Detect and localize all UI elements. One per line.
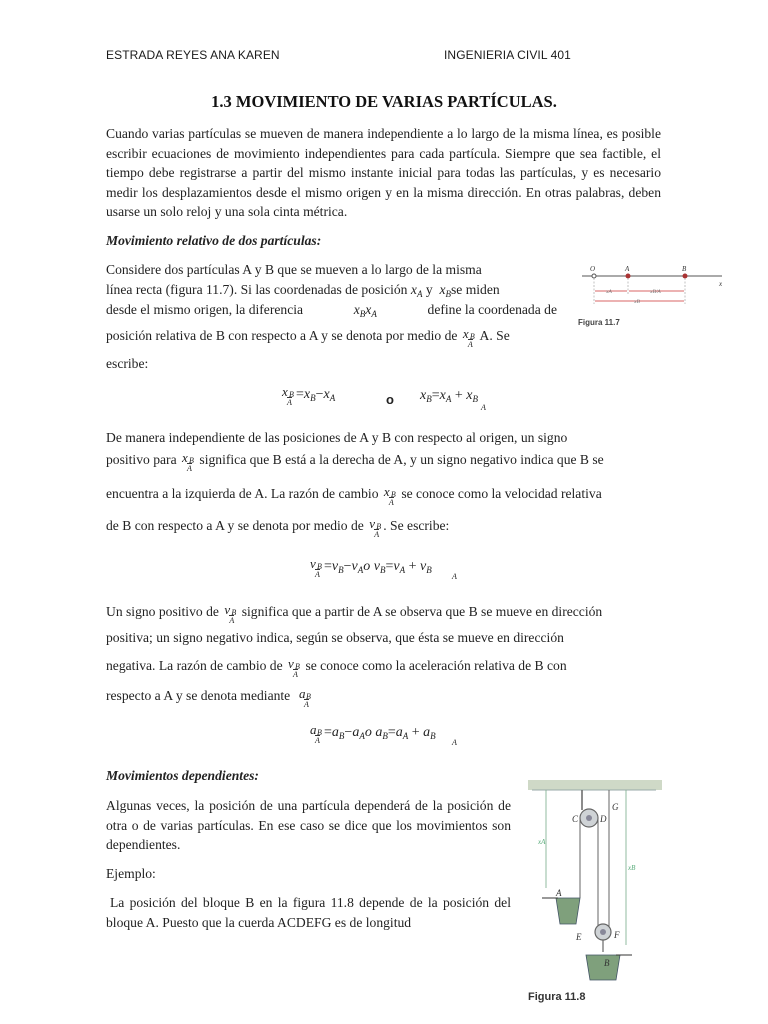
pulley-hub: [600, 929, 606, 935]
equation-velocity: v B A $=v_B-v_Ao$ $v_B=v_A + v_B$ A: [310, 556, 457, 581]
label-d: D: [600, 814, 607, 824]
header-course: INGENIERIA CIVIL 401: [444, 48, 571, 62]
text: y: [425, 282, 433, 297]
figure-11-7: [574, 260, 730, 332]
label-xa: xA: [538, 838, 546, 846]
s1-p1-line5: escribe:: [106, 356, 149, 371]
label-f: F: [614, 930, 620, 940]
text: A. Se: [479, 328, 510, 343]
s1-p3-line4: [106, 686, 313, 710]
text: positiva; un signo negativo indica, según se observa, que ésta se mueve en dirección: [106, 630, 564, 645]
text: encuentra a la izquierda de A. La razón de cambio: [106, 486, 379, 501]
text: se conoce como la aceleración relativa de B con: [305, 658, 567, 673]
text: posición relativa de B con respecto a A y se denota por medio de: [106, 328, 458, 343]
text: línea recta (figura 11.7). Si las coordenadas de posición: [106, 282, 408, 297]
math-v-b-over-a: v B A: [224, 602, 237, 625]
text: de B con respecto a A y se denota por medio de: [106, 518, 364, 533]
particle-b: [683, 274, 688, 279]
origin-point: [592, 274, 596, 278]
label-a: A: [556, 888, 562, 898]
math-frac: a B A: [310, 722, 322, 745]
dim-xb-label: xB: [634, 299, 640, 305]
s1-p2-line2: [106, 450, 604, 474]
label-e: E: [576, 932, 582, 942]
ceiling: [528, 780, 662, 790]
text: significa que B está a la derecha de A, y un signo negativo indica que B se: [199, 452, 604, 467]
equation-position-alt: $x_B=x_A + x_B$ A: [420, 388, 486, 412]
label-x: x: [719, 280, 723, 288]
text: desde el mismo origen, la diferencia: [106, 302, 304, 317]
math-frac: x B A: [282, 384, 294, 407]
text: negativa. La razón de cambio de: [106, 658, 283, 673]
dim-xba-label: xB/A: [650, 289, 661, 295]
label-c: C: [572, 814, 579, 824]
block-a: [556, 898, 580, 924]
math-frac: v B A: [310, 556, 322, 579]
s1-p2-line3: [106, 484, 602, 508]
math-xa: $x_A$: [410, 282, 423, 299]
math-x-b-over-a: x B A: [383, 484, 396, 507]
s1-p3-line2: [106, 630, 661, 646]
text: respecto a A y se denota mediante: [106, 688, 291, 703]
equation-acceleration: a B A $=a_B-a_Ao$ $a_B=a_A + a_B$ A: [310, 722, 457, 747]
figure-11-8: [528, 780, 662, 1004]
math-x-b-over-a: x B A: [462, 326, 475, 349]
section-heading-dependent: Movimientos dependientes:: [106, 768, 259, 783]
figure-caption: Figura 11.8: [528, 991, 586, 1003]
math-v-b-over-a: v B A: [369, 516, 382, 539]
text: Considere dos partículas A y B que se mueven a lo largo de la misma: [106, 262, 482, 277]
math-xb: $x_B$: [439, 282, 451, 299]
label-a: A: [625, 265, 630, 273]
text: Un signo positivo de: [106, 604, 219, 619]
text: define la coordenada de: [427, 302, 557, 317]
text: se miden: [450, 282, 500, 297]
section-heading-relative: Movimiento relativo de dos partículas:: [106, 233, 322, 248]
s2-example-label: Ejemplo:: [106, 866, 156, 881]
s1-p2-line1: [106, 430, 661, 446]
figure-caption: Figura 11.7: [578, 318, 620, 327]
math-xb-xa: $x_Bx_A$: [353, 302, 377, 319]
text: se conoce como la velocidad relativa: [401, 486, 602, 501]
text: positivo para: [106, 452, 177, 467]
s1-p1-line4: [106, 326, 510, 350]
label-b: B: [682, 265, 687, 273]
intro-paragraph: Cuando varias partículas se mueven de manera independiente a lo largo de la misma línea, es posible escribir ecuaciones de movimiento independientes para cada partícula. Siempre que sea factible, el tiempo debe registrarse a partir del mismo instante inicial para todas las partículas, y es necesario medir los desplazamientos desde el mismo origen y en la misma dirección. En otras palabras, deben usarse un solo reloj y una sola cinta métrica.: [106, 126, 661, 219]
equation-connector: o: [386, 392, 394, 407]
s1-p1-line1: [106, 262, 557, 278]
header-author: ESTRADA REYES ANA KAREN: [106, 48, 280, 62]
text: . Se escribe:: [383, 518, 450, 533]
dim-xa-label: xA: [606, 289, 612, 295]
text: significa que a partir de A se observa que B se mueve en dirección: [241, 604, 603, 619]
label-o: O: [590, 265, 596, 273]
text: De manera independiente de las posiciones de A y B con respecto al origen, un signo: [106, 430, 568, 445]
pulley-hub: [586, 815, 592, 821]
s1-p3-line3: [106, 656, 567, 680]
block-b: [586, 955, 620, 980]
s1-p3-line1: [106, 602, 602, 626]
math-v-b-over-a: v B A: [288, 656, 300, 679]
s2-paragraph-2: La posición del bloque B en la figura 11.8 depende de la posición del bloque A. Puesto que la cuerda ACDEFG es de longitud: [106, 895, 511, 930]
math-a-b-over-a: a B A: [299, 686, 311, 709]
label-g: G: [612, 802, 619, 812]
particle-a: [626, 274, 631, 279]
s1-p2-line4: [106, 516, 449, 540]
s2-paragraph-1: Algunas veces, la posición de una partícula dependerá de la posición de otra o de varias partículas. En ese caso se dice que los movimientos son dependientes.: [106, 798, 511, 852]
label-xb: xB: [628, 864, 636, 872]
page-title: 1.3 MOVIMIENTO DE VARIAS PARTÍCULAS.: [211, 92, 557, 111]
s1-p1-line2: [106, 282, 500, 299]
math-x-b-over-a: x B A: [182, 450, 194, 473]
equation-position: x B A $=x_B-x_A$: [282, 384, 336, 407]
label-b: B: [604, 958, 610, 968]
s1-p1-line3: [106, 302, 557, 319]
